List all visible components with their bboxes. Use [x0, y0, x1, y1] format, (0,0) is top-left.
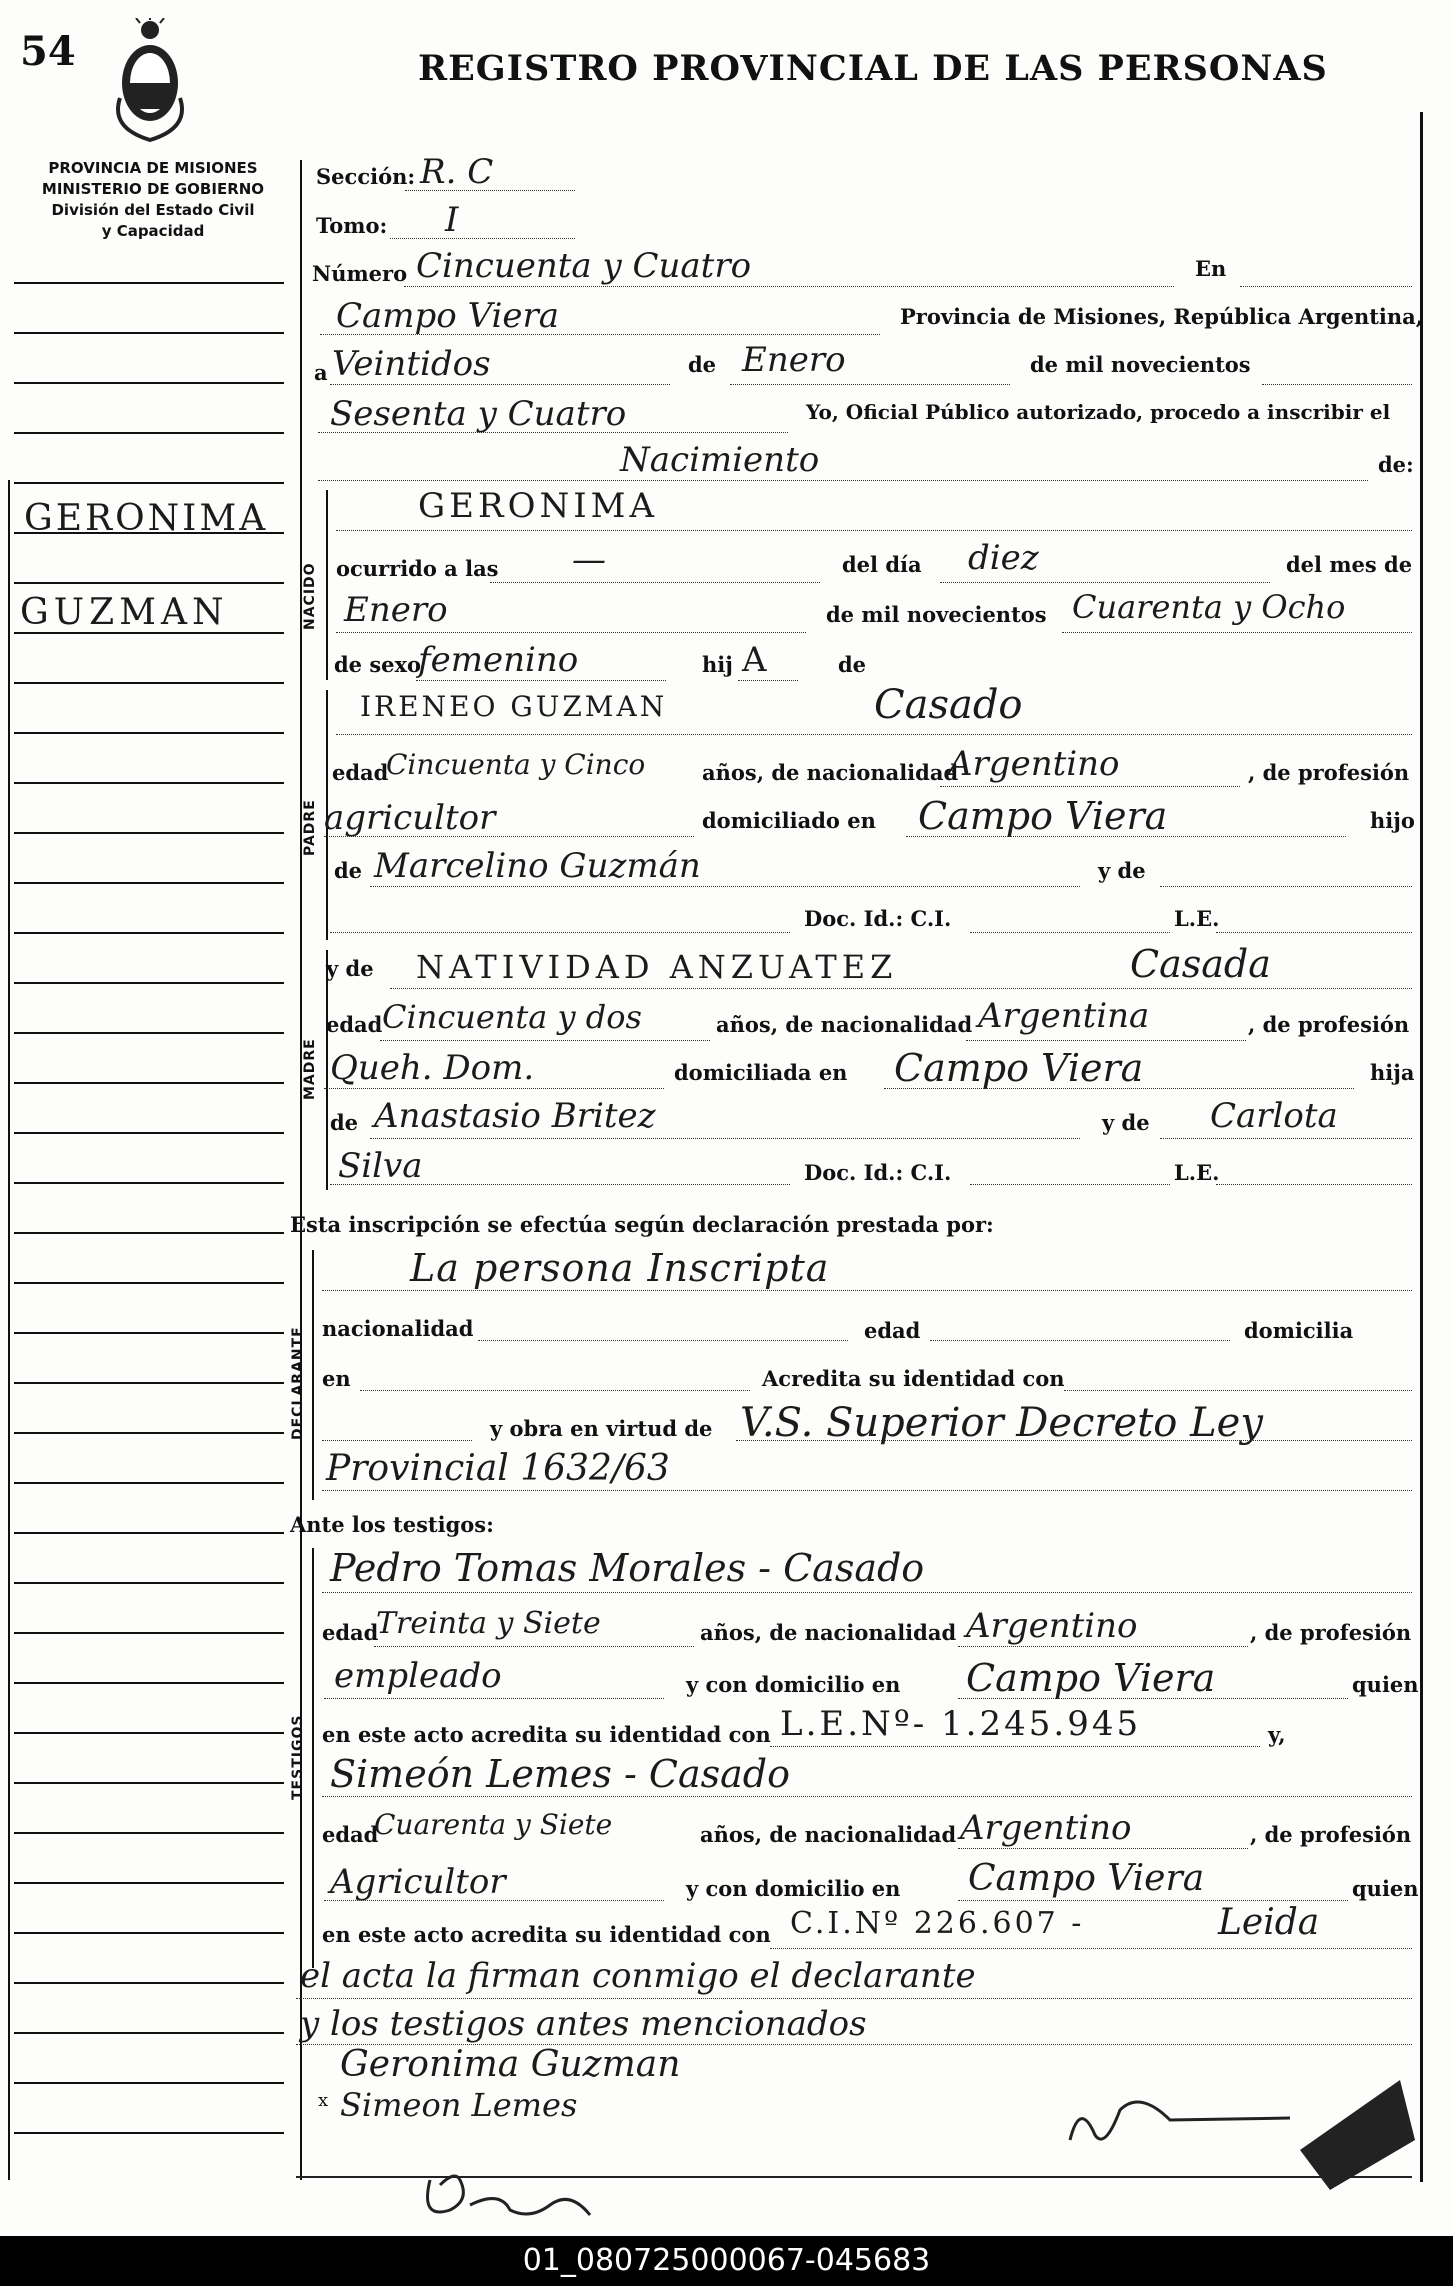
- madre-nac-label: años, de nacionalidad: [716, 1012, 973, 1037]
- madre-edad: Cincuenta y dos: [382, 998, 642, 1036]
- org-line: y Capacidad: [101, 222, 205, 240]
- padre-le-label: L.E.: [1174, 906, 1220, 931]
- padre-doc-label: Doc. Id.: C.I.: [804, 906, 952, 931]
- declarante-quien: La persona Inscripta: [410, 1246, 830, 1290]
- margin-rule: [14, 382, 284, 384]
- padre-section-label: PADRE: [302, 799, 318, 856]
- testigo1-quien: quien: [1352, 1672, 1419, 1697]
- declarante-virtud: V.S. Superior Decreto Ley: [740, 1400, 1263, 1446]
- margin-rule: [14, 1132, 284, 1134]
- declarante-intro: Esta inscripción se efectúa según declaración prestada por:: [290, 1212, 994, 1237]
- margin-rule: [14, 582, 284, 584]
- provincia-label: Provincia de Misiones, República Argentina,: [900, 304, 1424, 329]
- margin-rule: [14, 1082, 284, 1084]
- padre-nacionalidad: Argentino: [948, 744, 1120, 784]
- testigo2-nacionalidad: Argentino: [960, 1808, 1132, 1848]
- padre-dom-label: domiciliado en: [702, 808, 876, 833]
- margin-given-name: GERONIMA: [24, 498, 269, 539]
- testigo1-prof-label: , de profesión: [1250, 1620, 1412, 1645]
- dia-nacimiento: diez: [968, 538, 1039, 578]
- testigo1-nombre: Pedro Tomas Morales - Casado: [330, 1546, 925, 1590]
- padre-estado: Casado: [874, 682, 1023, 728]
- yo-label: Yo, Oficial Público autorizado, procedo a inscribir el: [806, 400, 1391, 424]
- official-stamp: [1290, 2080, 1415, 2190]
- margin-rule: [14, 1682, 284, 1684]
- testigo1-doc: L.E.Nº- 1.245.945: [780, 1704, 1142, 1744]
- padre-de-label: de: [334, 858, 363, 883]
- testigo2-edad-label: edad: [322, 1822, 379, 1847]
- sexo-value: femenino: [418, 640, 579, 680]
- nacido-nombre: GERONIMA: [418, 486, 659, 526]
- margin-rule: [14, 1582, 284, 1584]
- margin-rule: [14, 782, 284, 784]
- mes-nacimiento: Enero: [344, 590, 448, 630]
- de-mil-label: de mil novecientos: [1030, 352, 1251, 377]
- anio-value: Sesenta y Cuatro: [330, 394, 627, 434]
- padre-padre: Marcelino Guzmán: [374, 846, 701, 886]
- tomo-label: Tomo:: [316, 213, 388, 238]
- margin-rule: [14, 1232, 284, 1234]
- del-mes-label: del mes de: [1286, 552, 1413, 577]
- cierre-linea1: el acta la firman conmigo el declarante: [300, 1956, 976, 1996]
- nacido-de-label: de: [838, 652, 867, 677]
- padre-domicilio: Campo Viera: [918, 794, 1168, 838]
- testigo1-edad: Treinta y Siete: [376, 1606, 601, 1641]
- mes-value: Enero: [742, 340, 846, 380]
- page-number: 54: [20, 28, 76, 75]
- margin-rule: [14, 1382, 284, 1384]
- testigos-section-label: TESTIGOS: [290, 1714, 306, 1800]
- tomo-value: I: [445, 200, 459, 240]
- cierre-linea2: y los testigos antes mencionados: [300, 2004, 867, 2044]
- margin-surname: GUZMAN: [20, 592, 229, 633]
- margin-rule: [14, 1182, 284, 1184]
- madre-padre: Anastasio Britez: [374, 1096, 656, 1136]
- declarante-nac-label: nacionalidad: [322, 1316, 474, 1341]
- testigo1-dom-label: y con domicilio en: [686, 1672, 901, 1697]
- madre-domicilio: Campo Viera: [894, 1046, 1144, 1090]
- margin-rule: [14, 1432, 284, 1434]
- acto-value: Nacimiento: [620, 440, 820, 480]
- margin-rule: [14, 1932, 284, 1934]
- org-line: PROVINCIA DE MISIONES: [48, 159, 258, 177]
- hij-suffix: A: [742, 640, 767, 680]
- madre-prof-label: , de profesión: [1248, 1012, 1410, 1037]
- declarante-acredita-label: Acredita su identidad con: [762, 1366, 1065, 1391]
- testigo2-edad: Cuarenta y Siete: [374, 1808, 613, 1841]
- margin-rule: [14, 1732, 284, 1734]
- margin-rule: [14, 2082, 284, 2084]
- testigo2-prof-label: , de profesión: [1250, 1822, 1412, 1847]
- margin-rule: [14, 2132, 284, 2134]
- margin-rule: [14, 1332, 284, 1334]
- organization-block: [18, 158, 288, 242]
- footer-code: 01_080725000067-045683: [0, 2236, 1453, 2286]
- nacido-de-mil-label: de mil novecientos: [826, 602, 1047, 627]
- testigo1-profesion: empleado: [334, 1656, 502, 1696]
- testigo2-dom-label: y con domicilio en: [686, 1876, 901, 1901]
- testigos-intro: Ante los testigos:: [290, 1512, 494, 1537]
- margin-rule: [14, 2032, 284, 2034]
- sexo-label: de sexo: [334, 652, 422, 677]
- padre-y-de-label: y de: [1098, 858, 1146, 883]
- margin-rule: [14, 1032, 284, 1034]
- seccion-label: Sección:: [316, 164, 416, 189]
- firma-declarante: Geronima Guzman: [340, 2044, 681, 2085]
- madre-nombre: NATIVIDAD ANZUATEZ: [416, 948, 898, 986]
- padre-profesion: agricultor: [324, 798, 496, 838]
- margin-rule: [14, 1282, 284, 1284]
- testigo2-nac-label: años, de nacionalidad: [700, 1822, 957, 1847]
- margin-rule: [14, 332, 284, 334]
- madre-section-label: MADRE: [302, 1038, 318, 1100]
- madre-nacionalidad: Argentina: [978, 996, 1150, 1036]
- madre-de-label: de: [330, 1110, 359, 1135]
- margin-rule: [14, 432, 284, 434]
- margin-rule: [14, 832, 284, 834]
- madre-hija-label: hija: [1370, 1060, 1415, 1085]
- madre-profesion: Queh. Dom.: [330, 1048, 535, 1088]
- testigo2-acredita-label: en este acto acredita su identidad con: [322, 1922, 771, 1947]
- lugar-value: Campo Viera: [336, 296, 560, 336]
- madre-dom-label: domiciliada en: [674, 1060, 848, 1085]
- margin-rule: [14, 982, 284, 984]
- coat-of-arms-icon: [110, 18, 190, 143]
- declarante-obra-label: y obra en virtud de: [490, 1416, 713, 1441]
- testigo1-y: y,: [1268, 1722, 1286, 1747]
- padre-edad: Cincuenta y Cinco: [386, 748, 646, 781]
- de-label: de: [688, 352, 717, 377]
- margin-rule: [14, 882, 284, 884]
- madre-y-de-label-2: y de: [1102, 1110, 1150, 1135]
- margin-rule: [14, 1782, 284, 1784]
- testigo2-quien: quien: [1352, 1876, 1419, 1901]
- padre-nac-label: años, de nacionalidad: [702, 760, 959, 785]
- ocurrido-label: ocurrido a las: [336, 556, 499, 581]
- document-title: REGISTRO PROVINCIAL DE LAS PERSONAS: [418, 48, 1328, 89]
- padre-hijo-label: hijo: [1370, 808, 1415, 833]
- margin-border: [300, 160, 302, 2180]
- declarante-en-label: en: [322, 1366, 351, 1391]
- madre-estado: Casada: [1130, 942, 1271, 986]
- margin-rule: [14, 1832, 284, 1834]
- numero-value: Cincuenta y Cuatro: [416, 246, 752, 286]
- testigo1-nac-label: años, de nacionalidad: [700, 1620, 957, 1645]
- testigo2-leida: Leida: [1218, 1902, 1320, 1943]
- testigo1-nacionalidad: Argentino: [966, 1606, 1138, 1646]
- anio-nacimiento: Cuarenta y Ocho: [1072, 588, 1346, 626]
- official-signature: [1060, 2080, 1300, 2160]
- margin-rule: [14, 732, 284, 734]
- signature-mark: x: [318, 2090, 329, 2111]
- madre-le-label: L.E.: [1174, 1160, 1220, 1185]
- declarante-section-label: DECLARANTE: [290, 1326, 306, 1440]
- madre-edad-label: edad: [326, 1012, 383, 1037]
- margin-rule: [14, 1882, 284, 1884]
- madre-madre-2: Silva: [338, 1146, 423, 1186]
- nacido-section-label: NACIDO: [302, 562, 318, 630]
- testigo1-edad-label: edad: [322, 1620, 379, 1645]
- testigo1-acredita-label: en este acto acredita su identidad con: [322, 1722, 771, 1747]
- margin-rule: [14, 482, 284, 484]
- firma-testigo: Simeon Lemes: [340, 2086, 578, 2124]
- hora-value: —: [572, 540, 606, 580]
- de-colon-label: de:: [1378, 452, 1414, 477]
- padre-edad-label: edad: [332, 760, 389, 785]
- binding-margin: [8, 480, 10, 2180]
- seccion-value: R. C: [420, 152, 494, 192]
- org-line: MINISTERIO DE GOBIERNO: [41, 180, 265, 198]
- del-dia-label: del día: [842, 552, 922, 577]
- testigo2-profesion: Agricultor: [330, 1862, 506, 1902]
- dia-value: Veintidos: [332, 344, 491, 384]
- margin-rule: [14, 1532, 284, 1534]
- padre-prof-label: , de profesión: [1248, 760, 1410, 785]
- declarante-virtud-2: Provincial 1632/63: [326, 1448, 670, 1489]
- madre-madre: Carlota: [1210, 1096, 1338, 1136]
- margin-rule: [14, 932, 284, 934]
- testigo1-domicilio: Campo Viera: [966, 1656, 1216, 1700]
- margin-rule: [14, 282, 284, 284]
- a-label: a: [314, 360, 328, 385]
- en-label: En: [1195, 256, 1227, 281]
- margin-rule: [14, 1482, 284, 1484]
- declarante-edad-label: edad: [864, 1318, 921, 1343]
- margin-rule: [14, 682, 284, 684]
- madre-y-de-label: y de: [326, 956, 374, 981]
- margin-rule: [14, 1632, 284, 1634]
- testigo2-doc: C.I.Nº 226.607 -: [790, 1906, 1085, 1941]
- madre-doc-label: Doc. Id.: C.I.: [804, 1160, 952, 1185]
- testigo2-nombre: Simeón Lemes - Casado: [330, 1752, 790, 1796]
- testigo2-domicilio: Campo Viera: [968, 1858, 1205, 1899]
- right-border: [1420, 112, 1423, 2182]
- margin-rule: [14, 1982, 284, 1984]
- padre-nombre: IRENEO GUZMAN: [360, 690, 668, 723]
- declarante-dom-label: domicilia: [1244, 1318, 1354, 1343]
- notary-signature: [410, 2160, 650, 2230]
- numero-label: Número: [312, 261, 408, 286]
- org-line: División del Estado Civil: [51, 201, 255, 219]
- hij-label: hij: [702, 652, 733, 677]
